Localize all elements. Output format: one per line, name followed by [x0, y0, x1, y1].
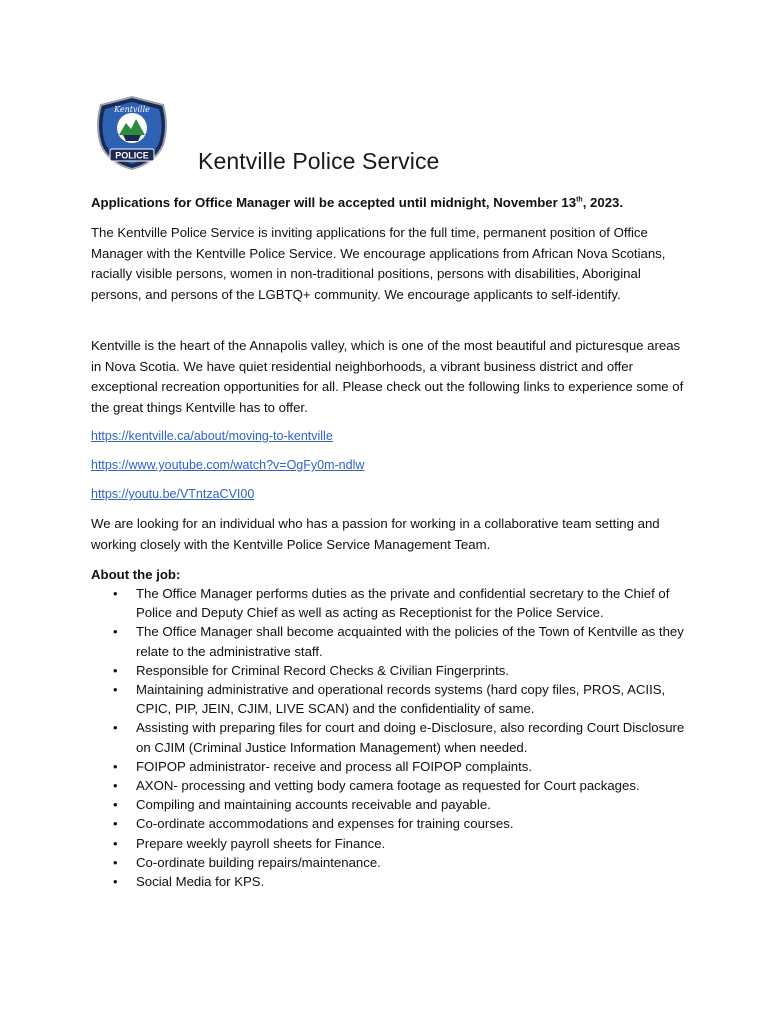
logo-top-text: Kentville [114, 105, 150, 114]
bullet-icon: • [113, 874, 118, 890]
bullet-icon: • [113, 816, 118, 832]
logo-bottom-text: POLICE [115, 150, 149, 161]
list-item: • Maintaining administrative and operational records systems (hard copy files, PROS, ACIIS, CPIC, PIP, JEIN, CJIM, LIVE SCAN) and the confidentiality of same. [113, 682, 666, 717]
list-item: • Assisting with preparing files for court and doing e-Disclosure, also recording Court Disclosure on CJIM (Criminal Justice Information Management) when needed. [113, 720, 685, 755]
list-item: • Social Media for KPS. [113, 872, 698, 891]
list-item: • Prepare weekly payroll sheets for Finance. [113, 834, 698, 853]
list-item: • Co-ordinate building repairs/maintenance. [113, 853, 698, 872]
police-badge-logo [93, 95, 171, 171]
about-job-heading: About the job: [91, 567, 181, 582]
bullet-icon: • [113, 662, 118, 678]
team-paragraph: We are looking for an individual who has a passion for working in a collaborative team setting and working closely with the Kentville Police Service Management Team. [91, 516, 660, 552]
list-item: • Co-ordinate accommodations and expenses for training courses. [113, 814, 698, 833]
link-youtube-video[interactable]: https://www.youtube.com/watch?v=OgFy0m-ndlw [91, 458, 365, 472]
page-title: Kentville Police Service [198, 148, 440, 174]
application-deadline: Applications for Office Manager will be accepted until midnight, November 13th, 2023. [91, 195, 624, 210]
bullet-icon: • [113, 624, 118, 640]
list-item: • The Office Manager performs duties as the private and confidential secretary to the Chief of Police and Deputy Chief as well as acting as Receptionist for the Police Service. [113, 586, 670, 621]
bullet-icon: • [113, 586, 118, 601]
bullet-icon: • [113, 720, 118, 736]
bullet-icon: • [113, 778, 118, 794]
list-item: • Compiling and maintaining accounts receivable and payable. [113, 795, 698, 814]
bullet-icon: • [113, 797, 118, 813]
list-item: • The Office Manager shall become acquainted with the policies of the Town of Kentville as they relate to the administrative staff. [113, 624, 684, 659]
bullet-icon: • [113, 758, 118, 774]
link-youtu-be-video[interactable]: https://youtu.be/VTntzaCVI00 [91, 487, 255, 501]
bullet-icon: • [113, 854, 118, 870]
job-duties-list [113, 584, 698, 891]
list-item: • AXON- processing and vetting body camera footage as requested for Court packages. [113, 776, 698, 795]
bullet-icon: • [113, 682, 118, 698]
intro-paragraph: The Kentville Police Service is inviting applications for the full time, permanent position of Office Manager with the Kentville Police Service. We encourage applications from African Nova Scotians, racially visible persons, women in non-traditional positions, persons with disabilities, Aboriginal persons, and persons of the LGBTQ+ community. We encourage applicants to self-identify. [91, 225, 666, 302]
town-paragraph: Kentville is the heart of the Annapolis valley, which is one of the most beautiful and picturesque areas in Nova Scotia. We have quiet residential neighborhoods, a vibrant business district and offer exceptional recreation opportunities for all. Please check out the following links to experience some of the great things Kentville has to offer. [91, 338, 684, 415]
link-moving-to-kentville[interactable]: https://kentville.ca/about/moving-to-kentville [91, 429, 333, 443]
bullet-icon: • [113, 835, 118, 851]
list-item: • FOIPOP administrator- receive and process all FOIPOP complaints. [113, 757, 698, 776]
list-item: • Responsible for Criminal Record Checks & Civilian Fingerprints. [113, 661, 698, 680]
